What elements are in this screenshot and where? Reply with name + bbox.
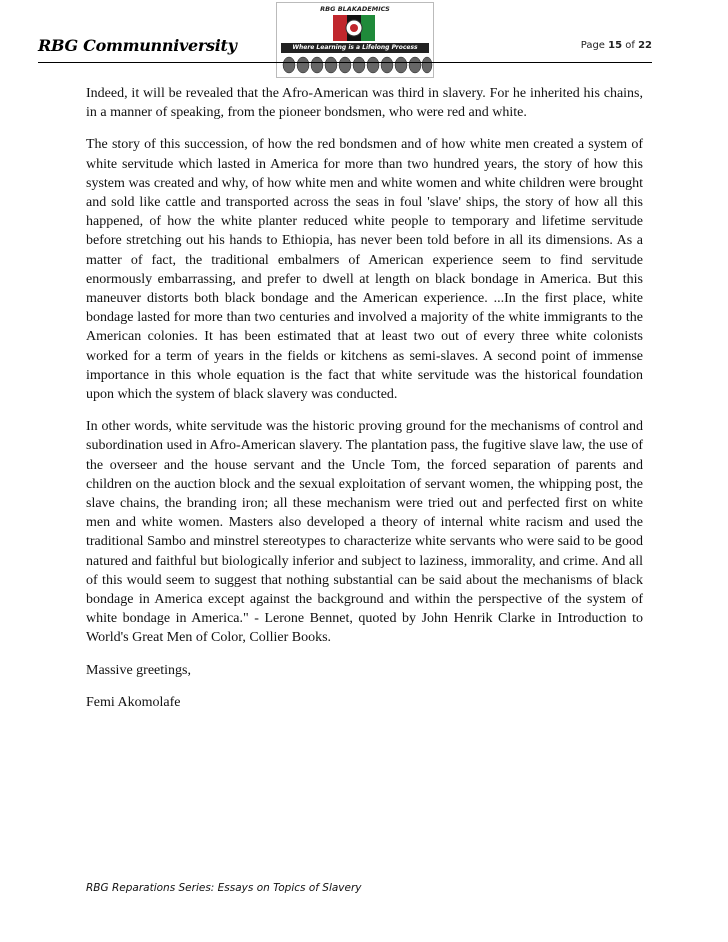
closing-greeting: Massive greetings, bbox=[86, 662, 191, 678]
brand-title: RBG Communniversity bbox=[38, 36, 237, 55]
paragraph: In other words, white servitude was the historic proving ground for the mechanisms of control and subordination used in Afro-American slavery. The plantation pass, the fugitive slave law, the use of the overseer and the house servant and the Uncle Tom, the forced separation of parents and children on the auction block and the sexual exploitation of servant women, the whipping post, the slave chains, the branding iron; all these mechanism were tried out and perfected first on white men and white women. Masters also developed a theory of internal white racism and used the traditional Sambo and minstrel stereotypes to characterize white servants who were said to be good natured and faithful but biologically inferior and subject to laziness, immorality, and crime. And all of this would seem to suggest that nothing substantial can be said about the mechanisms of black bondage in America except against the background and within the perspective of the system of white bondage in America." - Lerone Bennet, quoted by John Henrik Clarke in Introduction to World's Great Men of Color, Collier Books. bbox=[86, 419, 643, 646]
page-header bbox=[0, 0, 728, 80]
document-body bbox=[86, 84, 643, 725]
logo-title: RBG BLAKADEMICS bbox=[320, 5, 390, 13]
page-current: 15 bbox=[608, 40, 623, 51]
logo-tagline: Where Learning is a Lifelong Process bbox=[281, 43, 429, 53]
paragraph: The story of this succession, of how the red bondsmen and of how white men created a system of white servitude which lasted in America for more than two hundred years, the story of how this system was created and why, of how white men and white women and white children were brought and sold like cattle and transported across the seas in foul 'slave' ships, the story of how all this happened, of how the white planter reduced white people to temporary and lifetime servitude before stretching out his hands to Ethiopia, has never been told before in all its dimensions. As a matter of fact, the traditional embalmers of American experience seem to find servitude enormously embarrassing, and prefer to dwell at length on black bondage in America. But this maneuver distorts both black bondage and the American experience. ...In the first place, white bondage lasted for more than two centuries and involved a majority of the white immigrants to the American colonies. It has been estimated that at least two out of every three white colonists worked for a term of years in the fields or kitchens as semi-slaves. A second point of immense importance in this whole equation is the fact that white servitude was the historical foundation upon which the system of black slavery was conducted. bbox=[86, 137, 643, 403]
page-label: Page bbox=[580, 40, 605, 51]
rbg-blakademics-logo bbox=[276, 2, 434, 78]
author-signature: Femi Akomolafe bbox=[86, 694, 181, 710]
page-number bbox=[581, 40, 652, 51]
page-total: 22 bbox=[638, 40, 652, 51]
logo-emblem bbox=[277, 3, 433, 77]
page-footer: RBG Reparations Series: Essays on Topics of Slavery bbox=[86, 882, 362, 894]
page-of: of bbox=[625, 40, 635, 51]
header-rule bbox=[38, 62, 652, 63]
paragraph: Indeed, it will be revealed that the Afro-American was third in slavery. For he inherited his chains, in a manner of speaking, from the pioneer bondsmen, who were red and white. bbox=[86, 86, 643, 121]
